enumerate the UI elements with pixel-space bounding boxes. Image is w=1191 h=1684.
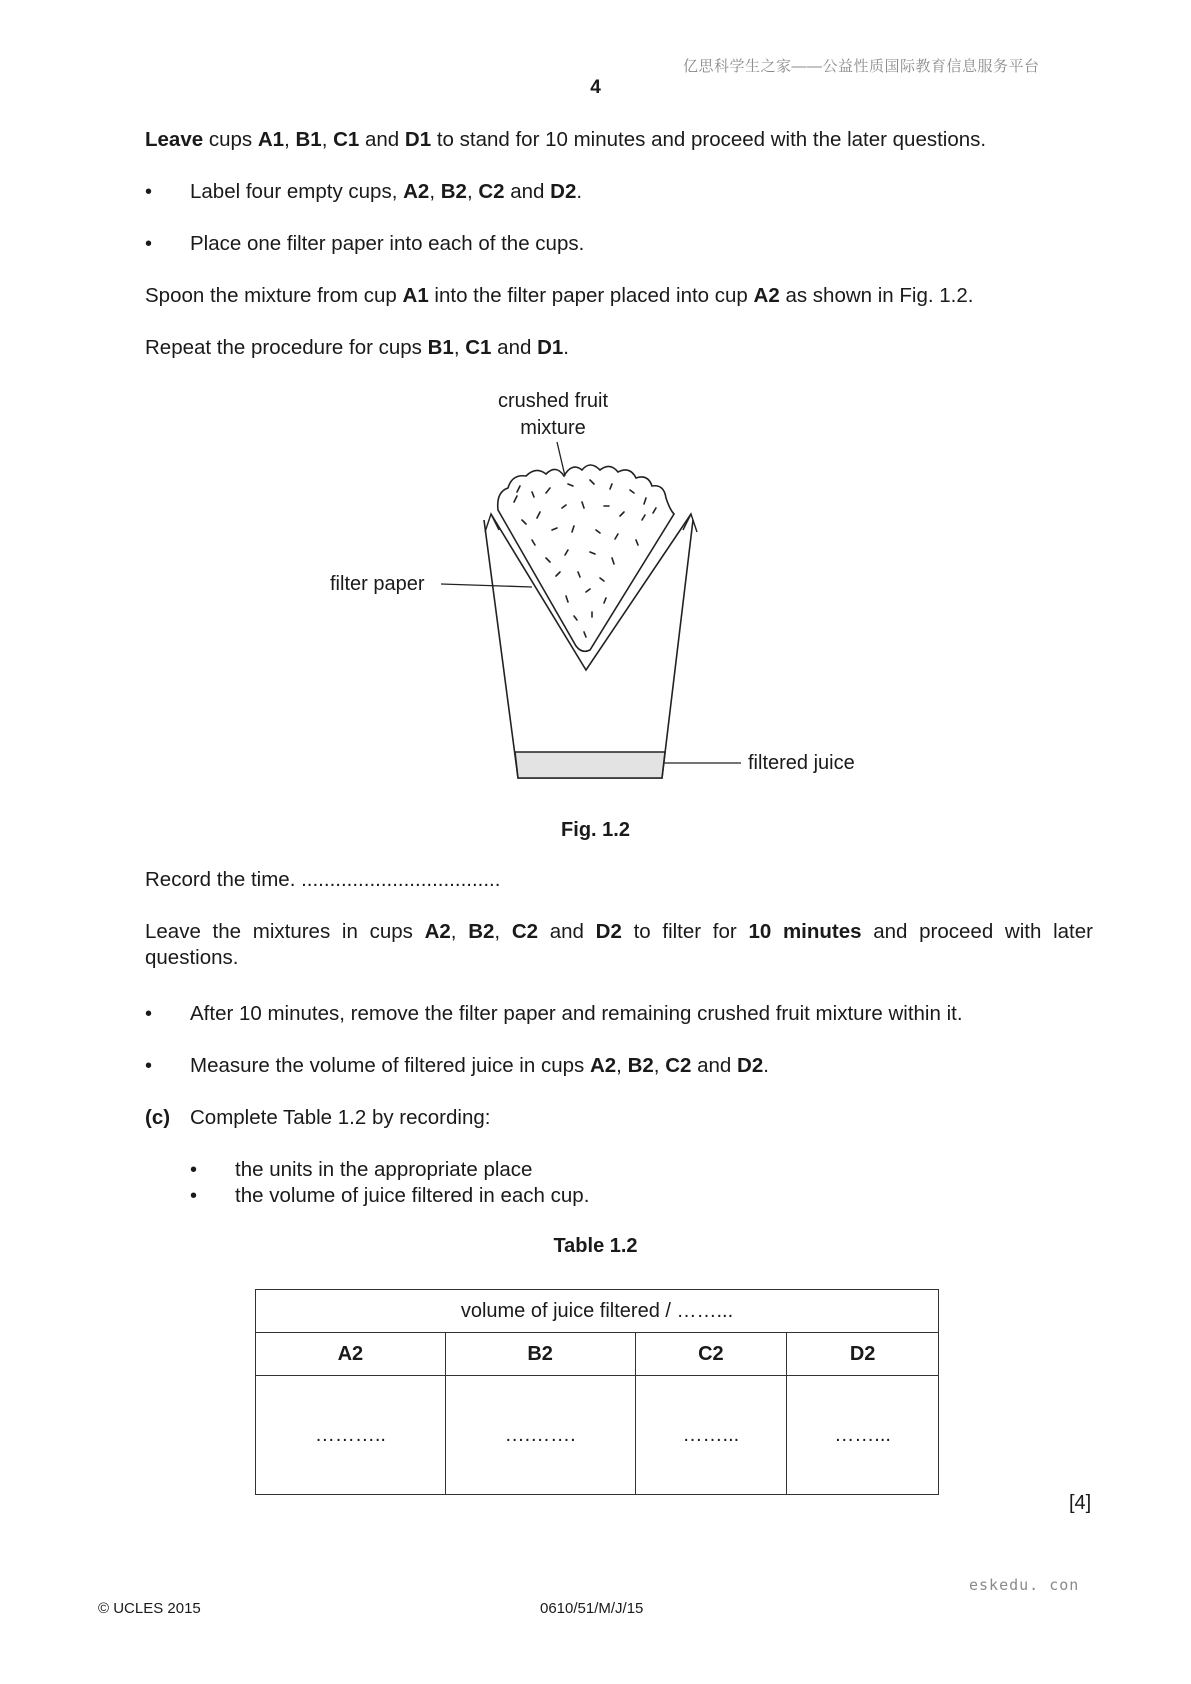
marks-allocation: [4] — [1069, 1492, 1092, 1514]
sub-bullet-volume: the volume of juice filtered in each cup. — [235, 1184, 590, 1207]
site-watermark: eskedu. con — [969, 1576, 1080, 1594]
cup-label: D1 — [404, 128, 432, 151]
fruit-pieces — [514, 480, 656, 637]
cup-label: D2 — [595, 920, 622, 943]
cup-label: D2 — [550, 180, 577, 203]
filter-cup-diagram — [300, 380, 900, 800]
period: . — [563, 336, 569, 359]
cup-label: A2 — [403, 180, 430, 203]
bullet-text: Label four empty cups, — [190, 180, 404, 203]
leave-text: Leave the mixtures in cups — [145, 920, 425, 943]
cup-label: A2 — [589, 1054, 617, 1077]
page-number: 4 — [590, 77, 601, 98]
and-text: and — [691, 1054, 738, 1077]
answer-cell[interactable]: ……….. — [256, 1376, 446, 1495]
period: . — [576, 180, 583, 203]
cup-label: A1 — [402, 284, 429, 307]
table-title: Table 1.2 — [553, 1235, 638, 1257]
sep: , — [653, 1054, 666, 1077]
cup-label: C2 — [478, 180, 505, 203]
bullet-marker: • — [190, 1185, 198, 1207]
cup-label: B2 — [468, 920, 495, 943]
intro-text: cups — [203, 128, 258, 151]
cup-label: A2 — [753, 284, 780, 307]
cup-label: C2 — [511, 920, 539, 943]
cup-label: B2 — [440, 180, 467, 203]
paper-code: 0610/51/M/J/15 — [540, 1600, 644, 1617]
cup-label: A1 — [257, 128, 285, 151]
cup-label: D1 — [537, 336, 564, 359]
crushed-fruit-mixture — [498, 465, 674, 651]
leave-text: and proceed with later — [861, 920, 1093, 943]
bullet-measure-volume — [190, 1053, 769, 1079]
label-mixture: mixture — [520, 417, 586, 439]
cup-label: C1 — [465, 336, 492, 359]
figure-caption: Fig. 1.2 — [561, 819, 630, 841]
sub-bullet-units: the units in the appropriate place — [235, 1158, 533, 1181]
cup-label: D2 — [737, 1054, 764, 1077]
sep: , — [453, 336, 466, 359]
bullet-marker: • — [145, 1003, 153, 1025]
leave-mixtures-line-1 — [145, 919, 1093, 945]
cup-label: B2 — [627, 1054, 654, 1077]
intro-text: to stand for 10 minutes and proceed with the later questions. — [431, 128, 987, 151]
filtered-juice-fill — [515, 752, 665, 778]
answer-cell[interactable]: ….……. — [445, 1376, 635, 1495]
label-crushed-fruit: crushed fruit — [497, 390, 609, 412]
leader-line-filter — [441, 584, 532, 587]
sep: , — [466, 180, 479, 203]
sep: , — [450, 920, 469, 943]
spoon-text: Spoon the mixture from cup — [145, 284, 403, 307]
bullet-label-cups — [190, 179, 582, 205]
sep: , — [616, 1054, 628, 1077]
period: . — [763, 1054, 769, 1077]
label-filtered-juice: filtered juice — [748, 752, 855, 774]
bullet-after-minutes: After 10 minutes, remove the filter paper and remaining crushed fruit mixture within it. — [190, 1002, 963, 1025]
leave-word: Leave — [145, 128, 204, 151]
bullet-place-filter: Place one filter paper into each of the cups. — [190, 232, 585, 255]
bullet-marker: • — [145, 181, 153, 203]
cup-label: B1 — [295, 128, 322, 151]
and-text: and — [504, 180, 551, 203]
cup-label: A2 — [424, 920, 451, 943]
leave-mixtures-line-2: questions. — [145, 946, 239, 969]
sep: , — [284, 128, 296, 151]
column-header: A2 — [256, 1333, 446, 1376]
spoon-text: as shown in Fig. 1.2. — [779, 284, 974, 307]
bullet-marker: • — [145, 233, 153, 255]
sep: , — [429, 180, 441, 203]
copyright: © UCLES 2015 — [98, 1600, 201, 1617]
measure-text: Measure the volume of filtered juice in cups — [190, 1054, 590, 1077]
and-text: and — [538, 920, 596, 943]
bullet-marker: • — [190, 1159, 198, 1181]
and-text: and — [491, 336, 538, 359]
sep: , — [321, 128, 334, 151]
part-c-instruction: Complete Table 1.2 by recording: — [190, 1106, 491, 1129]
part-c-label: (c) — [145, 1106, 171, 1129]
column-header: B2 — [445, 1333, 635, 1376]
label-filter-paper: filter paper — [330, 573, 425, 595]
repeat-text: Repeat the procedure for cups — [145, 336, 428, 359]
spoon-paragraph — [145, 283, 973, 309]
answer-cell[interactable]: ……... — [787, 1376, 939, 1495]
cup-label: B1 — [427, 336, 454, 359]
filter-paper-cone — [491, 514, 691, 670]
sep: , — [494, 920, 512, 943]
column-header: C2 — [635, 1333, 787, 1376]
repeat-paragraph — [145, 335, 569, 361]
answer-cell[interactable]: ……... — [635, 1376, 787, 1495]
cup-label: C1 — [333, 128, 360, 151]
intro-paragraph — [145, 127, 986, 153]
watermark-header: 亿思科学生之家——公益性质国际教育信息服务平台 — [683, 58, 1040, 75]
leave-text: to filter for — [621, 920, 749, 943]
ten-minutes: 10 minutes — [748, 920, 862, 943]
results-table — [255, 1289, 939, 1495]
record-time: Record the time. ................................... — [145, 868, 501, 891]
cup-label: C2 — [665, 1054, 692, 1077]
spoon-text: into the filter paper placed into cup — [428, 284, 754, 307]
table-header-volume: volume of juice filtered / ……... — [256, 1290, 939, 1333]
column-header: D2 — [787, 1333, 939, 1376]
and-text: and — [359, 128, 405, 151]
bullet-marker: • — [145, 1055, 153, 1077]
